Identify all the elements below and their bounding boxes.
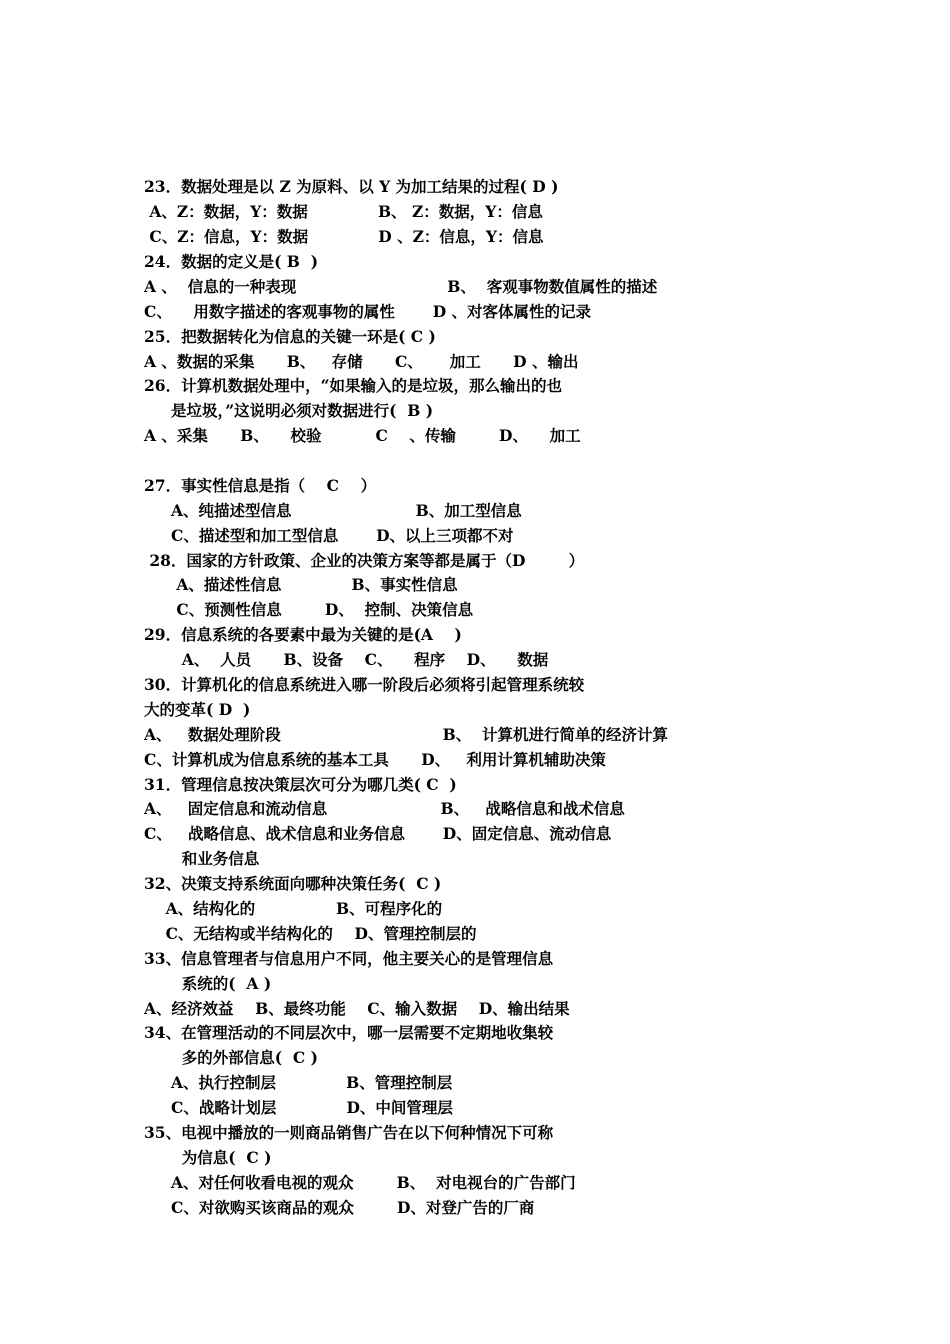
question-25-options: A 、数据的采集 B、 存储 C、 加工 D 、输出 <box>144 352 579 371</box>
question-32-stem: 32、决策支持系统面向哪种决策任务( C ) <box>144 874 442 893</box>
question-35-stem: 35、电视中播放的一则商品销售广告在以下何种情况下可称 <box>144 1123 554 1142</box>
question-30-stem: 30．计算机化的信息系统进入哪一阶段后必须将引起管理系统较 <box>144 675 585 694</box>
question-31-options-cd: C、 战略信息、战术信息和业务信息 D、固定信息、流动信息 <box>144 824 612 843</box>
question-23-options-cd: C、Z：信息，Y：数据 D 、Z：信息，Y：信息 <box>144 227 544 246</box>
question-32-options-ab: A、结构化的 B、可程序化的 <box>144 899 443 918</box>
question-28-options-cd: C、预测性信息 D、 控制、决策信息 <box>144 600 474 619</box>
question-27-options-ab: A、纯描述型信息 B、加工型信息 <box>144 501 522 520</box>
question-24-options-ab: A 、 信息的一种表现 B、 客观事物数值属性的描述 <box>144 277 658 296</box>
question-31-options-cont: 和业务信息 <box>144 849 260 868</box>
question-27-stem: 27．事实性信息是指（ C ） <box>144 476 377 495</box>
question-35-options-cd: C、对欲购买该商品的观众 D、对登广告的厂商 <box>144 1198 535 1217</box>
question-33-options: A、经济效益 B、最终功能 C、输入数据 D、输出结果 <box>144 999 570 1018</box>
question-27-options-cd: C、描述型和加工型信息 D、以上三项都不对 <box>144 526 514 545</box>
question-26-stem: 26．计算机数据处理中，“如果输入的是垃圾，那么输出的也 <box>144 376 562 395</box>
question-31-stem: 31．管理信息按决策层次可分为哪几类( C ) <box>144 775 457 794</box>
question-31-options-ab: A、 固定信息和流动信息 B、 战略信息和战术信息 <box>144 799 625 818</box>
question-34-stem: 34、在管理活动的不同层次中，哪一层需要不定期地收集较 <box>144 1023 554 1042</box>
question-33-stem-cont: 系统的( A ) <box>144 974 272 993</box>
question-26-options: A 、采集 B、 校验 C 、传输 D、 加工 <box>144 426 581 445</box>
question-35-stem-cont: 为信息( C ) <box>144 1148 272 1167</box>
question-28-stem: 28．国家的方针政策、企业的决策方案等都是属于（D ） <box>144 551 585 570</box>
question-30-stem-cont: 大的变革( D ) <box>144 700 251 719</box>
question-24-stem: 24．数据的定义是( B ) <box>144 252 319 271</box>
question-25-stem: 25．把数据转化为信息的关键一环是( C ) <box>144 327 436 346</box>
question-35-options-ab: A、对任何收看电视的观众 B、 对电视台的广告部门 <box>144 1173 576 1192</box>
question-26-stem-cont: 是垃圾，”这说明必须对数据进行( B ) <box>144 401 434 420</box>
question-34-options-cd: C、战略计划层 D、中间管理层 <box>144 1098 453 1117</box>
question-30-options-ab: A、 数据处理阶段 B、 计算机进行简单的经济计算 <box>144 725 668 744</box>
question-24-options-cd: C、 用数字描述的客观事物的属性 D 、对客体属性的记录 <box>144 302 592 321</box>
question-32-options-cd: C、无结构或半结构化的 D、管理控制层的 <box>144 924 477 943</box>
question-23-options-ab: A、Z：数据，Y：数据 B、 Z：数据，Y：信息 <box>144 202 543 221</box>
question-33-stem: 33、信息管理者与信息用户不同，他主要关心的是管理信息 <box>144 949 554 968</box>
question-29-stem: 29．信息系统的各要素中最为关键的是(A ) <box>144 625 462 644</box>
question-34-stem-cont: 多的外部信息( C ) <box>144 1048 318 1067</box>
question-23-stem: 23．数据处理是以 Z 为原料、以 Y 为加工结果的过程( D ) <box>144 177 559 196</box>
question-34-options-ab: A、执行控制层 B、管理控制层 <box>144 1073 453 1092</box>
question-30-options-cd: C、计算机成为信息系统的基本工具 D、 利用计算机辅助决策 <box>144 750 606 769</box>
question-28-options-ab: A、描述性信息 B、事实性信息 <box>144 575 458 594</box>
question-29-options: A、 人员 B、设备 C、 程序 D、 数据 <box>144 650 549 669</box>
